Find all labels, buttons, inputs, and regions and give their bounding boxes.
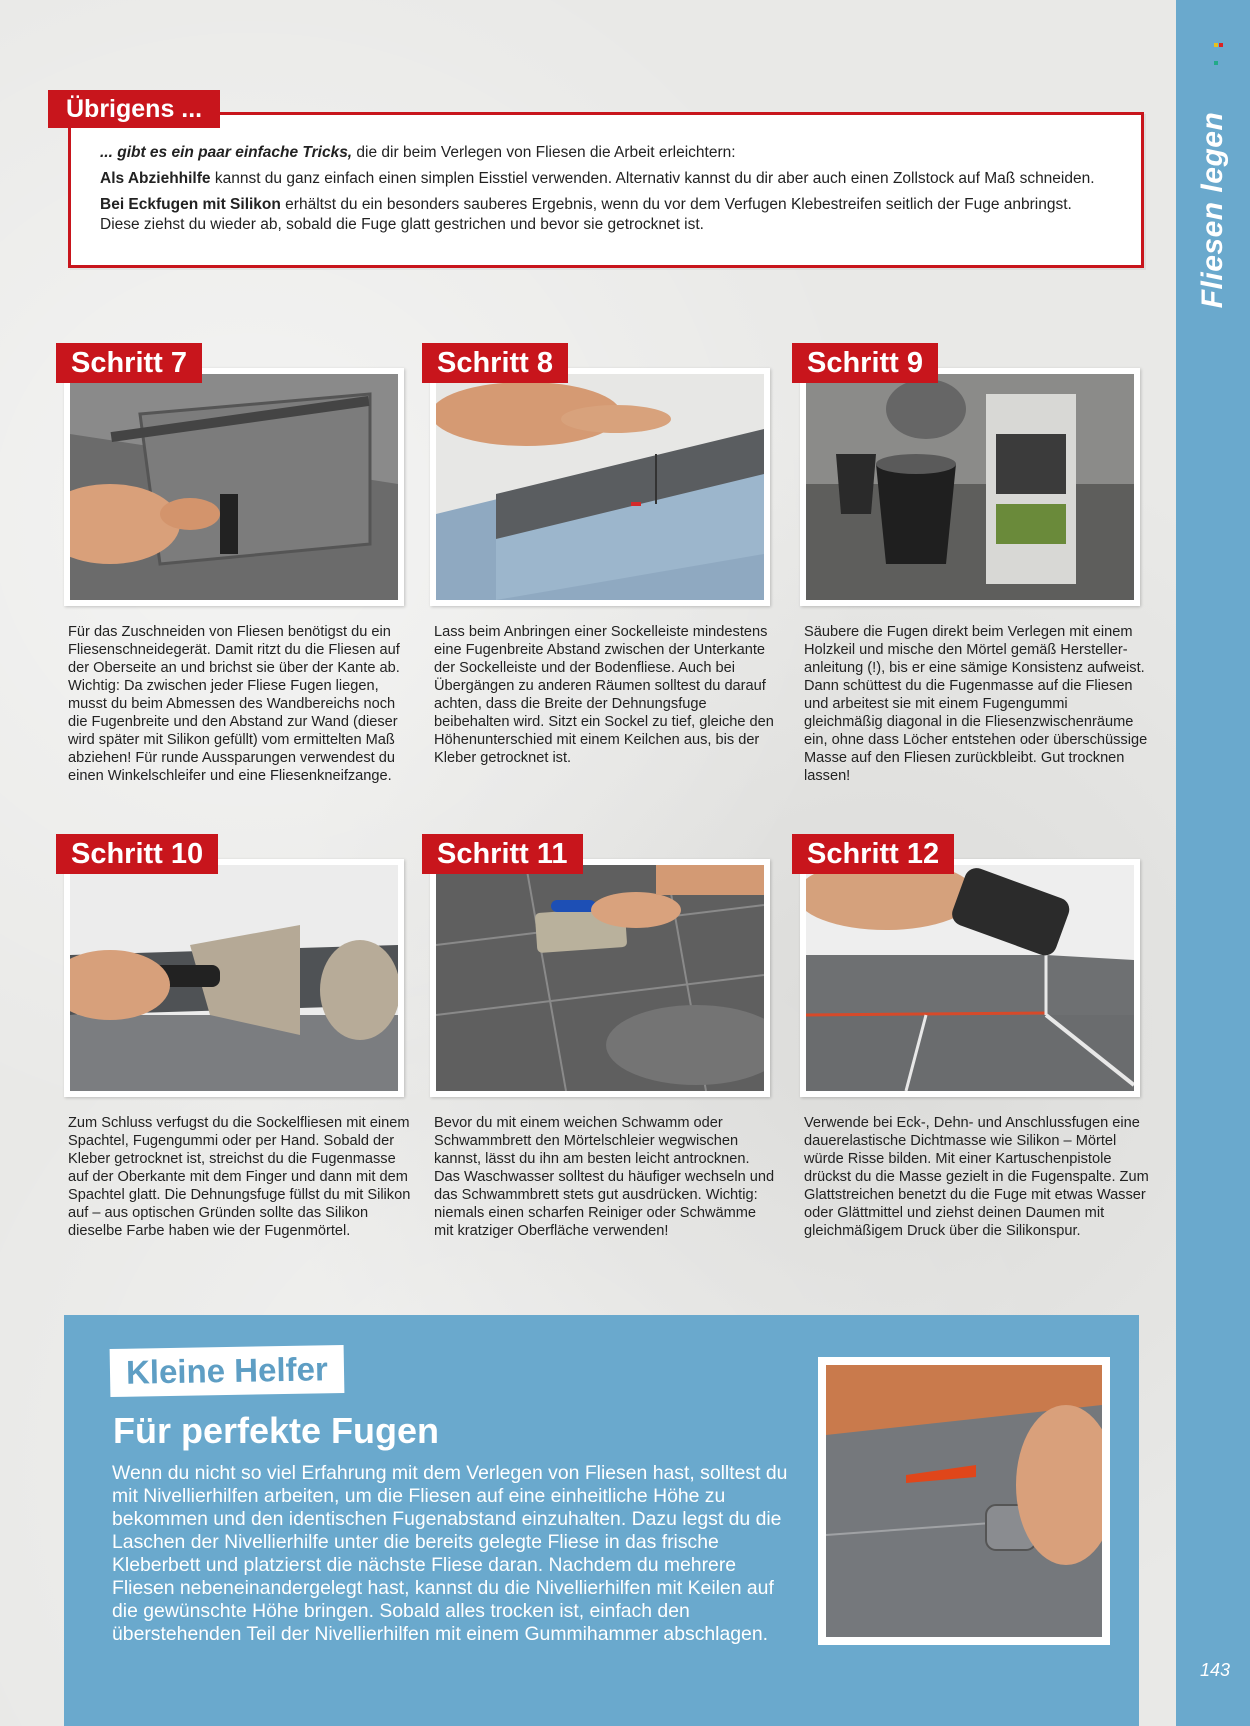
helper-tag: Kleine Helfer [110, 1345, 345, 1397]
tips-item-1: Als Abziehhilfe kannst du ganz einfach einen simplen Eisstiel verwenden. Alternativ kannst du dir aber auch einen Zollstock auf Maß schneiden. [100, 170, 1095, 187]
tips-item-2-continued: Diese ziehst du wieder ab, sobald die Fuge glatt gestrichen und bevor sie getrocknet ist. [100, 216, 704, 233]
section-title: Fliesen legen [1196, 111, 1229, 309]
step-9 [792, 343, 1147, 793]
step-12-text: Verwende bei Eck-, Dehn- und Anschlussfugen eine dauerelastische Dichtmasse wie Silikon – Mörtel würde Risse bilden. Mit einer Kartuschenpistole drückst du die Masse gezielt in die Fugenspalte. Zum Glattstreichen benetzt du die Fuge mit etwas Wasser oder Glättmittel und ziehst deinen Daumen mit gleichmäßigem Druck über die Silikonspur. [804, 1115, 1149, 1239]
step-9-label: Schritt 9 [792, 343, 938, 383]
tips-text [100, 143, 1120, 241]
tips-intro: ... gibt es ein paar einfache Tricks, die dir beim Verlegen von Fliesen die Arbeit erleichtern: [100, 144, 736, 161]
step-11-label: Schritt 11 [422, 834, 583, 874]
step-7-label: Schritt 7 [56, 343, 202, 383]
step-8-label: Schritt 8 [422, 343, 568, 383]
step-10 [56, 834, 411, 1254]
tips-item-2: Bei Eckfugen mit Silikon erhältst du ein besonders sauberes Ergebnis, wenn du vor dem Verfugen Klebestreifen seitlich der Fuge anbringst. [100, 196, 1072, 213]
step-10-label: Schritt 10 [56, 834, 218, 874]
step-12-photo [800, 859, 1140, 1097]
step-8-photo [430, 368, 770, 606]
step-11 [422, 834, 777, 1254]
step-9-photo [800, 368, 1140, 606]
step-7-text: Für das Zuschneiden von Fliesen benötigst du ein Fliesenschneidegerät. Damit ritzt du die Fliesen auf der Oberseite an und brichst sie über der Kante ab. Wichtig: Da zwischen jeder Fliese Fugen liegen, musst du beim Abmessen des Wandbereichs noch die Fugenbreite und den Abstand zur Wand (dieser wird später mit Silikon gefüllt) vom ermittelten Maß abziehen! Für runde Aussparungen verwendest du einen Winkelschleifer und eine Fliesenkneifzange. [68, 624, 400, 784]
step-9-text: Säubere die Fugen direkt beim Verlegen mit einem Holzkeil und mische den Mörtel gemäß Hersteller-anleitung (!), bis er eine sämige Konsistenz aufweist. Dann schüttest du die Fugenmasse auf die Fliesen und arbeitest sie mit einem Fugengummi gleichmäßig diagonal in die Fliesenzwischenräume ein, ohne dass Löcher entstehen oder überschüssige Masse auf den Fliesen zurückbleibt. Gut trocknen lassen! [804, 624, 1148, 784]
step-10-photo [64, 859, 404, 1097]
color-dots-icon [1214, 34, 1228, 42]
step-10-text: Zum Schluss verfugst du die Sockelfliesen mit einem Spachtel, Fugengummi oder per Hand. Sobald der Kleber getrocknet ist, streichst du die Fugenmasse auf der Oberkante mit dem Finger und dann mit dem Spachtel glatt. Die Dehnungsfuge füllst du mit Silikon auf – aus optischen Gründen sollte das Silikon dieselbe Farbe haben wie der Fugenmörtel. [68, 1115, 411, 1239]
step-11-photo [430, 859, 770, 1097]
helper-text: Wenn du nicht so viel Erfahrung mit dem Verlegen von Fliesen hast, solltest du mit Nivellierhilfen arbeiten, um die Fliesen auf eine einheitliche Höhe zu bekommen und den identischen Fugenabstand einzuhalten. Dazu legst du die Laschen der Nivellierhilfe unter die bereits gelegte Fliese in das frische Kleberbett und platzierst die nächste Fliese daran. Nachdem du mehrere Fliesen nebeneinandergelegt hast, kannst du die Nivellierhilfen mit Keilen auf die gewünschte Höhe bringen. Sobald alles trocken ist, einfach den überstehenden Teil der Nivellierhilfen mit einem Gummihammer abschlagen. [112, 1462, 788, 1645]
step-11-text: Bevor du mit einem weichen Schwamm oder Schwammbrett den Mörtelschleier wegwischen kannst, lässt du ihn am besten leicht antrocknen. Das Waschwasser solltest du häufiger wechseln und das Schwammbrett stets gut ausdrücken. Wichtig: niemals einen scharfen Reiniger oder Schwämme mit kratziger Oberfläche verwenden! [434, 1115, 775, 1239]
page-number: 143 [1199, 1660, 1231, 1680]
step-12 [792, 834, 1147, 1254]
helper-photo [818, 1357, 1110, 1645]
step-8 [422, 343, 777, 793]
helper-heading: Für perfekte Fugen [113, 1410, 440, 1451]
step-12-label: Schritt 12 [792, 834, 954, 874]
step-8-text: Lass beim Anbringen einer Sockelleiste mindestens eine Fugenbreite Abstand zwischen der Unterkante der Sockelleiste und der Bodenfliese. Auch bei Übergängen zu anderen Räumen solltest du darauf achten, dass die Breite der Dehnungsfuge beibehalten wird. Sitzt ein Sockel zu tief, gleiche den Höhenunterschied mit einem Keilchen aus, bis der Kleber getrocknet ist. [434, 624, 774, 766]
step-7-photo [64, 368, 404, 606]
step-7 [56, 343, 411, 793]
tips-tag: Übrigens ... [48, 90, 220, 128]
